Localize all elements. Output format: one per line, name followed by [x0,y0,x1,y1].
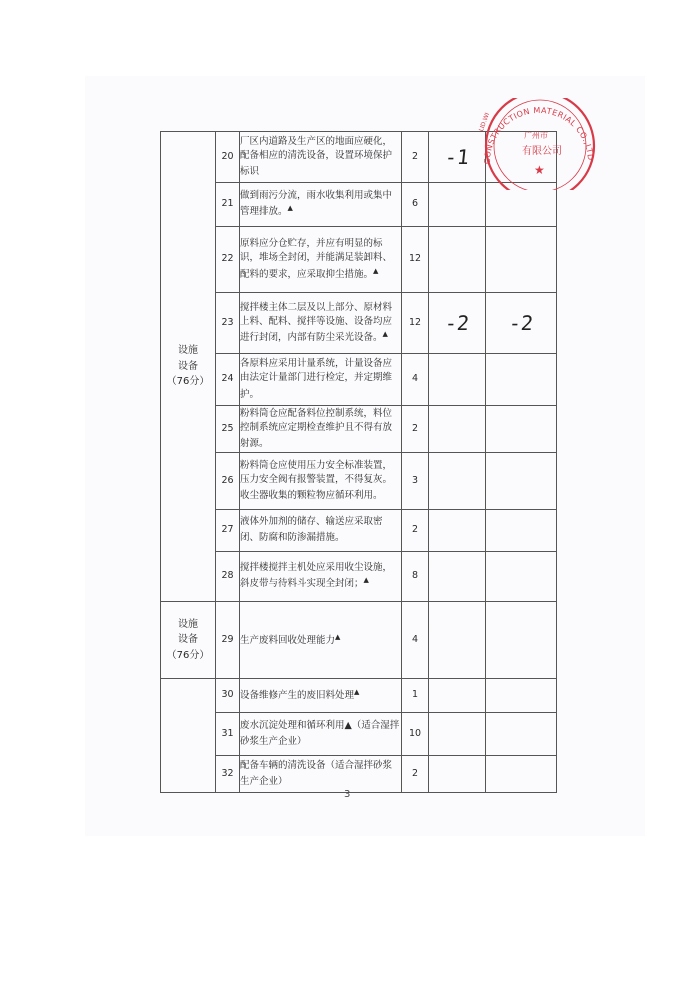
seal-city-text: 广州市 [524,131,548,140]
category-cell [161,602,216,679]
points-cell: 6 [402,183,429,227]
handwritten-score [429,756,486,793]
points-cell: 10 [402,713,429,756]
requirement-text: 生产废料回收处理能力▲ [240,602,402,679]
points-cell: 12 [402,227,429,293]
handwritten-score-2 [486,453,557,510]
requirement-text: 各原料应采用计量系统，计量设备应由法定计量部门进行检定，并定期维护。 [240,354,402,406]
handwritten-score: -2 [429,293,486,354]
handwritten-score [429,602,486,679]
points-cell: 2 [402,510,429,552]
handwritten-score-2 [486,406,557,453]
points-cell: 12 [402,293,429,354]
handwritten-score [429,510,486,552]
points-cell: 2 [402,406,429,453]
handwritten-score [429,183,486,227]
handwritten-score-2 [486,510,557,552]
handwritten-score-2: -2 [486,293,557,354]
handwritten-score-2 [486,227,557,293]
handwritten-score [429,713,486,756]
row-number: 23 [216,293,240,354]
page-number: 3 [344,789,351,800]
row-number: 20 [216,132,240,183]
points-cell: 1 [402,679,429,713]
requirement-text: 配备车辆的清洗设备（适合湿拌砂浆生产企业） [240,756,402,793]
requirement-text: 粉料筒仓应配备料位控制系统，料位控制系统应定期检查维护且不得有放射源。 [240,406,402,453]
row-number: 31 [216,713,240,756]
points-cell: 8 [402,552,429,602]
points-cell: 2 [402,132,429,183]
requirement-text: 废水沉淀处理和循环利用▲（适合湿拌砂浆生产企业） [240,713,402,756]
category-label-line2: 设备 [178,360,198,372]
handwritten-score-2 [486,679,557,713]
handwritten-score: -1 [429,132,486,183]
handwritten-score [429,552,486,602]
handwritten-score-2 [486,756,557,793]
requirement-text: 搅拌楼主体二层及以上部分、原材料上料、配料、搅拌等设施、设备均应进行封闭，内部有防尘采光设备。▲ [240,293,402,354]
requirement-text: 粉料筒仓应使用压力安全标准装置，压力安全阀有报警装置，不得复灰。收尘器收集的颗粒物应循环利用。 [240,453,402,510]
category-cell-empty [161,679,216,793]
handwritten-score-2 [486,552,557,602]
requirement-text: 液体外加剂的储存、输送应采取密闭、防腐和防渗漏措施。 [240,510,402,552]
row-number: 32 [216,756,240,793]
points-cell: 2 [402,756,429,793]
row-number: 24 [216,354,240,406]
points-cell: 4 [402,602,429,679]
company-seal [478,98,598,190]
category-label-line1: 设施 [178,618,198,630]
row-number: 30 [216,679,240,713]
seal-company-text: 有限公司 [522,146,562,157]
handwritten-score-2 [486,602,557,679]
row-number: 26 [216,453,240,510]
points-cell: 4 [402,354,429,406]
category-label-line1: 设施 [178,345,198,357]
handwritten-score-2 [486,713,557,756]
row-number: 25 [216,406,240,453]
seal-side-text: LID.WI [478,111,492,133]
handwritten-score [429,453,486,510]
requirement-text: 厂区内道路及生产区的地面应硬化，配备相应的清洗设备，设置环境保护标识 [240,132,402,183]
category-label-line3: （76分） [166,376,210,388]
category-label-line3: （76分） [166,649,210,661]
row-number: 28 [216,552,240,602]
row-number: 22 [216,227,240,293]
requirement-text: 设备维修产生的废旧料处理▲ [240,679,402,713]
handwritten-score-2 [486,354,557,406]
handwritten-score [429,227,486,293]
requirement-text: 做到雨污分流，雨水收集利用或集中管理排放。▲ [240,183,402,227]
seal-star-icon: ★ [534,163,545,177]
handwritten-score [429,679,486,713]
row-number: 21 [216,183,240,227]
category-label-line2: 设备 [178,634,198,646]
seal-arc-text: CONSTRUCTION MATERIAL CO.,LTD [482,105,596,165]
requirement-text: 原料应分仓贮存，并应有明显的标识，堆场全封闭，并能满足装卸料、配料的要求，应采取抑尘措施。▲ [240,227,402,293]
row-number: 27 [216,510,240,552]
requirement-text: 搅拌楼搅拌主机处应采用收尘设施，斜皮带与待料斗实现全封闭；▲ [240,552,402,602]
points-cell: 3 [402,453,429,510]
category-cell [161,132,216,602]
handwritten-score [429,406,486,453]
evaluation-table [160,131,557,793]
handwritten-score [429,354,486,406]
row-number: 29 [216,602,240,679]
